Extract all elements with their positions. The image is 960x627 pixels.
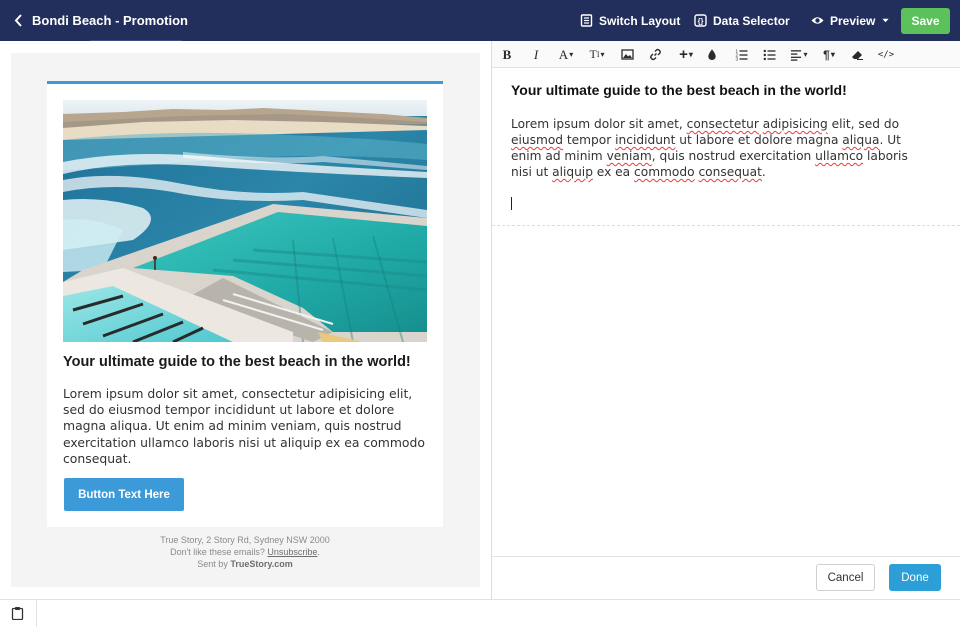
save-button[interactable]: Save [901,8,950,34]
switch-layout-button[interactable] [580,0,680,41]
body-text-segment: laboris nisi ut [511,149,908,179]
editor-body-text[interactable] [511,116,921,180]
preview-label: Preview [830,13,876,28]
layout-icon [580,14,593,27]
editor-heading[interactable]: Your ultimate guide to the best beach in the world! [511,82,847,98]
data-selector-icon [694,14,707,27]
body-text-segment: , quis nostrud exercitation [651,149,816,163]
misspelled-word: consectetur [686,117,759,131]
email-heading[interactable]: Your ultimate guide to the best beach in the world! [63,354,411,370]
misspelled-word: aliquip [552,165,593,179]
body-text-segment: ut labore et dolore magna [675,133,843,147]
email-cta-button[interactable]: Button Text Here [64,478,184,511]
body-text-segment: Lorem ipsum dolor sit amet, [511,117,687,131]
beach-pool-photo [63,100,427,342]
body-text-segment: ex ea [592,165,635,179]
caret-down-icon [881,16,890,25]
clipboard-icon[interactable] [11,606,24,620]
sent-by-brand: TrueStory.com [230,558,293,569]
misspelled-word: consequat [698,165,762,179]
switch-layout-label: Switch Layout [599,13,681,28]
link-icon[interactable] [648,47,662,62]
color-drop-icon[interactable] [706,47,718,62]
footer-address: True Story, 2 Story Rd, Sydney NSW 2000 [160,535,330,545]
paragraph-icon[interactable]: ¶ ▾ [823,47,835,62]
insert-icon[interactable]: + ▾ [679,46,693,63]
top-bar [0,0,960,41]
status-separator [36,600,37,627]
preview-dropdown[interactable] [811,0,890,41]
email-footer [47,535,443,570]
body-text-segment: . Ut enim ad minim [511,133,901,163]
data-selector-label: Data Selector [713,13,790,28]
misspelled-word: commodo [634,165,695,179]
text-caret [511,197,512,210]
data-selector-button[interactable] [694,0,790,41]
sent-by-prefix: Sent by [197,558,228,569]
chevron-left-icon [14,14,24,27]
text-size-icon[interactable]: T I ▾ [589,47,605,61]
eye-icon [811,14,824,27]
footer-unsubscribe-line [47,547,443,559]
ordered-list-icon[interactable] [734,47,748,62]
bold-icon[interactable]: B [502,46,512,62]
unsubscribe-suffix: . [317,546,320,557]
body-text-segment: elit, sed do [827,117,900,131]
misspelled-word: eiusmod [511,133,564,147]
font-color-icon[interactable]: A ▾ [558,46,574,62]
back-button[interactable] [14,0,188,41]
svg-text:1: 1 [735,48,738,54]
cancel-button[interactable]: Cancel [816,564,875,591]
hero-image[interactable] [63,100,427,342]
svg-text:2: 2 [735,52,738,58]
unsubscribe-link[interactable]: Unsubscribe [267,546,318,557]
done-button[interactable]: Done [889,564,941,591]
status-bar [0,599,960,627]
eraser-icon[interactable] [850,47,864,62]
unsubscribe-prefix: Don't like these emails? [170,546,265,557]
footer-sent-by [47,559,443,571]
misspelled-word: veniam [606,149,652,163]
misspelled-word: adipisicing [762,117,828,131]
misspelled-word: ullamco [815,149,864,163]
body-text-segment: tempor [563,133,616,147]
editor-toolbar [492,41,960,68]
document-title: Bondi Beach - Promotion [32,13,188,28]
code-icon[interactable]: </> [877,49,895,60]
email-body-text[interactable]: Lorem ipsum dolor sit amet, consectetur adipisicing elit, sed do eiusmod tempor incididunt ut labore et dolore magna aliqua. Ut enim ad minim veniam, quis nostrud exercitation ullamco laboris nisi ut aliquip ex ea commodo consequat. [63,386,425,466]
body-text-segment: . [761,165,766,179]
italic-icon[interactable]: I [533,46,539,62]
misspelled-word: incididunt [615,133,676,147]
svg-text:3: 3 [735,56,738,61]
unordered-list-icon[interactable] [762,47,776,62]
misspelled-word: aliqua [842,133,880,147]
svg-text:{}: {} [697,16,704,26]
align-icon[interactable]: ▾ [803,50,808,59]
image-icon[interactable] [620,47,634,62]
